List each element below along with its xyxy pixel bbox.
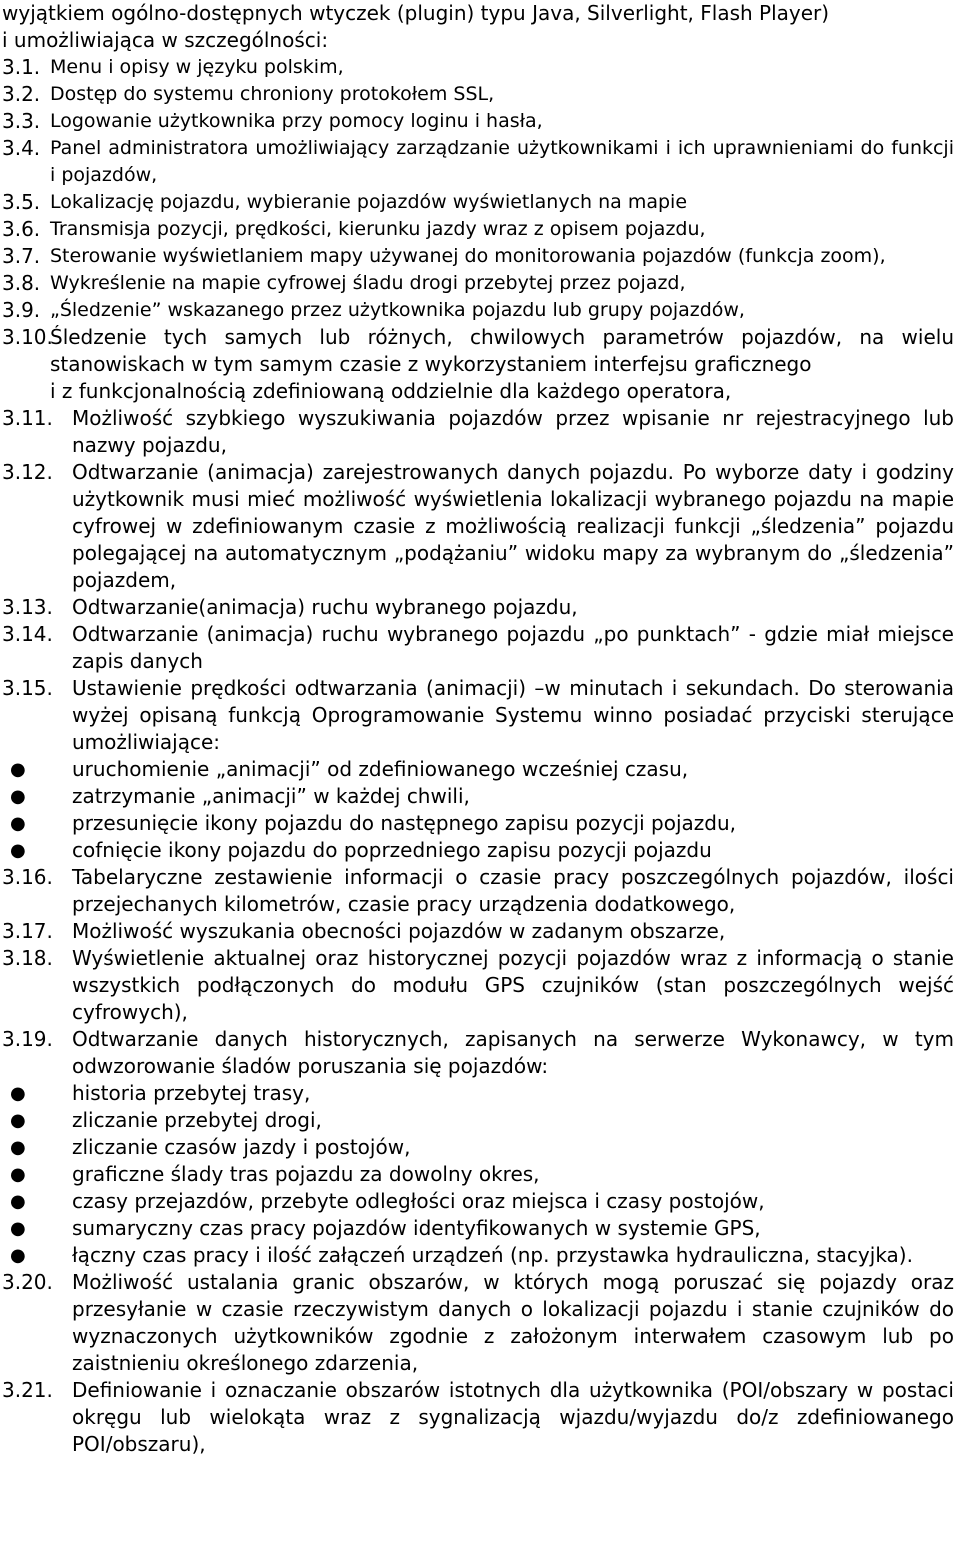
list-item: [2, 54, 954, 81]
item-number: 3.11.: [2, 406, 53, 430]
item-number: 3.5.: [2, 190, 41, 214]
bullet-text: łączny czas pracy i ilość załączeń urządzeń (np. przystawka hydrauliczna, stacyjka).: [72, 1243, 913, 1267]
list-item: [2, 108, 954, 135]
item-number: 3.1.: [2, 55, 41, 79]
list-item: [2, 1026, 954, 1080]
list-item: [2, 297, 954, 324]
item-number: 3.13.: [2, 595, 53, 619]
item-text: Transmisja pozycji, prędkości, kierunku jazdy wraz z opisem pojazdu,: [50, 218, 706, 240]
item-text: Wykreślenie na mapie cyfrowej śladu drogi przebytej przez pojazd,: [50, 272, 686, 294]
list-item: [2, 675, 954, 756]
item-text: Wyświetlenie aktualnej oraz historycznej pozycji pojazdów wraz z informacją o stanie wszystkich podłączonych do modułu GPS czujników (stan poszczególnych wejść cyfrowych),: [72, 946, 954, 1024]
list-item: [2, 594, 954, 621]
list-item: [2, 405, 954, 459]
bullet-item: [2, 1134, 954, 1161]
bullet-icon: ●: [10, 1191, 26, 1212]
list-item: [2, 270, 954, 297]
item-text: Lokalizację pojazdu, wybieranie pojazdów wyświetlanych na mapie: [50, 191, 688, 213]
item-text: Możliwość wyszukania obecności pojazdów w zadanym obszarze,: [72, 919, 726, 943]
item-follow-text: i z funkcjonalnością zdefiniowaną oddzielnie dla każdego operatora,: [50, 379, 732, 403]
item-text: Odtwarzanie (animacja) ruchu wybranego pojazdu „po punktach” - gdzie miał miejsce zapis danych: [72, 622, 954, 673]
bullet-icon: ●: [10, 840, 26, 861]
list-item: [2, 621, 954, 675]
bullet-text: przesunięcie ikony pojazdu do następnego zapisu pozycji pojazdu,: [72, 811, 736, 835]
item-text: Logowanie użytkownika przy pomocy loginu i hasła,: [50, 110, 543, 132]
bullet-icon: ●: [10, 1218, 26, 1239]
list-item: [2, 135, 954, 189]
list-item: [2, 1377, 954, 1458]
item-number: 3.19.: [2, 1027, 53, 1051]
bullet-item: [2, 783, 954, 810]
item-number: 3.6.: [2, 217, 41, 241]
item-text: Odtwarzanie danych historycznych, zapisanych na serwerze Wykonawcy, w tym odwzorowanie śladów poruszania się pojazdów:: [72, 1027, 954, 1078]
item-number: 3.17.: [2, 919, 53, 943]
list-item: [2, 918, 954, 945]
list-item: [2, 216, 954, 243]
bullet-item: [2, 1242, 954, 1269]
item-number: 3.12.: [2, 460, 53, 484]
intro-line: i umożliwiająca w szczególności:: [2, 28, 329, 52]
list-item: [2, 945, 954, 1026]
bullet-icon: ●: [10, 813, 26, 834]
bullet-text: czasy przejazdów, przebyte odległości oraz miejsca i czasy postojów,: [72, 1189, 765, 1213]
item-text: Możliwość szybkiego wyszukiwania pojazdów przez wpisanie nr rejestracyjnego lub nazwy pojazdu,: [72, 406, 954, 457]
item-number: 3.14.: [2, 622, 53, 646]
bullet-text: sumaryczny czas pracy pojazdów identyfikowanych w systemie GPS,: [72, 1216, 761, 1240]
item-text: Możliwość ustalania granic obszarów, w których mogą poruszać się pojazdy oraz przesyłanie w czasie rzeczywistym danych o lokalizacji pojazdu i stanie czujników do wyznaczonych użytkowników zgodnie z założonym interwałem czasowym lub po zaistnieniu określonego zdarzenia,: [72, 1270, 954, 1375]
intro-line: wyjątkiem ogólno-dostępnych wtyczek (plugin) typu Java, Silverlight, Flash Player): [2, 1, 830, 25]
item-text: Definiowanie i oznaczanie obszarów istotnych dla użytkownika (POI/obszary w postaci okręgu lub wielokąta wraz z sygnalizacją wjazdu/wyjazdu do/z zdefiniowanego POI/obszaru),: [72, 1378, 954, 1456]
bullet-icon: ●: [10, 786, 26, 807]
item-text: Śledzenie tych samych lub różnych, chwilowych parametrów pojazdów, na wielu stanowiskach w tym samym czasie z wykorzystaniem interfejsu graficznego: [50, 325, 954, 376]
bullet-text: cofnięcie ikony pojazdu do poprzedniego zapisu pozycji pojazdu: [72, 838, 712, 862]
bullet-item: [2, 1161, 954, 1188]
bullet-text: zliczanie czasów jazdy i postojów,: [72, 1135, 411, 1159]
bullet-item: [2, 1080, 954, 1107]
list-item: [2, 459, 954, 594]
item-number: 3.10.: [2, 325, 53, 349]
item-text: Menu i opisy w języku polskim,: [50, 56, 344, 78]
bullet-icon: ●: [10, 1245, 26, 1266]
bullet-list: [2, 756, 954, 864]
bullet-icon: ●: [10, 1083, 26, 1104]
item-text: Ustawienie prędkości odtwarzania (animacji) –w minutach i sekundach. Do sterowania wyżej opisaną funkcją Oprogramowanie Systemu winno posiadać przyciski sterujące umożliwiające:: [72, 676, 954, 754]
bullet-icon: ●: [10, 1137, 26, 1158]
bullet-icon: ●: [10, 1164, 26, 1185]
bullet-item: [2, 837, 954, 864]
item-number: 3.2.: [2, 82, 41, 106]
list-item: [2, 864, 954, 918]
item-number: 3.20.: [2, 1270, 53, 1294]
item-number: 3.16.: [2, 865, 53, 889]
list-item: [2, 189, 954, 216]
item-text: Panel administratora umożliwiający zarządzanie użytkownikami i ich uprawnieniami do funkcji i pojazdów,: [50, 137, 954, 186]
item-number: 3.18.: [2, 946, 53, 970]
bullet-item: [2, 756, 954, 783]
item-text: Tabelaryczne zestawienie informacji o czasie pracy poszczególnych pojazdów, ilości przejechanych kilometrów, czasie pracy urządzenia dodatkowego,: [72, 865, 954, 916]
list-item: [2, 324, 954, 378]
item-number: 3.21.: [2, 1378, 53, 1402]
bullet-text: zatrzymanie „animacji” w każdej chwili,: [72, 784, 470, 808]
item-text: „Śledzenie” wskazanego przez użytkownika pojazdu lub grupy pojazdów,: [50, 299, 745, 321]
list-item: [2, 243, 954, 270]
bullet-item: [2, 1188, 954, 1215]
item-number: 3.15.: [2, 676, 53, 700]
bullet-text: historia przebytej trasy,: [72, 1081, 311, 1105]
item-number: 3.4.: [2, 136, 41, 160]
intro-paragraph: [2, 0, 954, 54]
bullet-item: [2, 810, 954, 837]
item-text: Odtwarzanie(animacja) ruchu wybranego pojazdu,: [72, 595, 578, 619]
item-number: 3.7.: [2, 244, 41, 268]
bullet-item: [2, 1107, 954, 1134]
item-number: 3.3.: [2, 109, 41, 133]
item-number: 3.8.: [2, 271, 41, 295]
item-text: Sterowanie wyświetlaniem mapy używanej do monitorowania pojazdów (funkcja zoom),: [50, 245, 886, 267]
item-text: Odtwarzanie (animacja) zarejestrowanych danych pojazdu. Po wyborze daty i godziny użytkownik musi mieć możliwość wyświetlenia lokalizacji wybranego pojazdu na mapie cyfrowej w zdefiniowanym czasie z możliwością realizacji funkcji „śledzenia” pojazdu polegającej na automatycznym „podążaniu” widoku mapy za wybranym do „śledzenia” pojazdem,: [72, 460, 954, 592]
list-item: [2, 81, 954, 108]
bullet-icon: ●: [10, 1110, 26, 1131]
item-text: Dostęp do systemu chroniony protokołem SSL,: [50, 83, 495, 105]
item-number: 3.9.: [2, 298, 41, 322]
bullet-icon: ●: [10, 759, 26, 780]
list-item: [2, 1269, 954, 1377]
bullet-text: zliczanie przebytej drogi,: [72, 1108, 322, 1132]
bullet-list: [2, 1080, 954, 1269]
bullet-text: uruchomienie „animacji” od zdefiniowanego wcześniej czasu,: [72, 757, 689, 781]
bullet-item: [2, 1215, 954, 1242]
bullet-text: graficzne ślady tras pojazdu za dowolny okres,: [72, 1162, 540, 1186]
